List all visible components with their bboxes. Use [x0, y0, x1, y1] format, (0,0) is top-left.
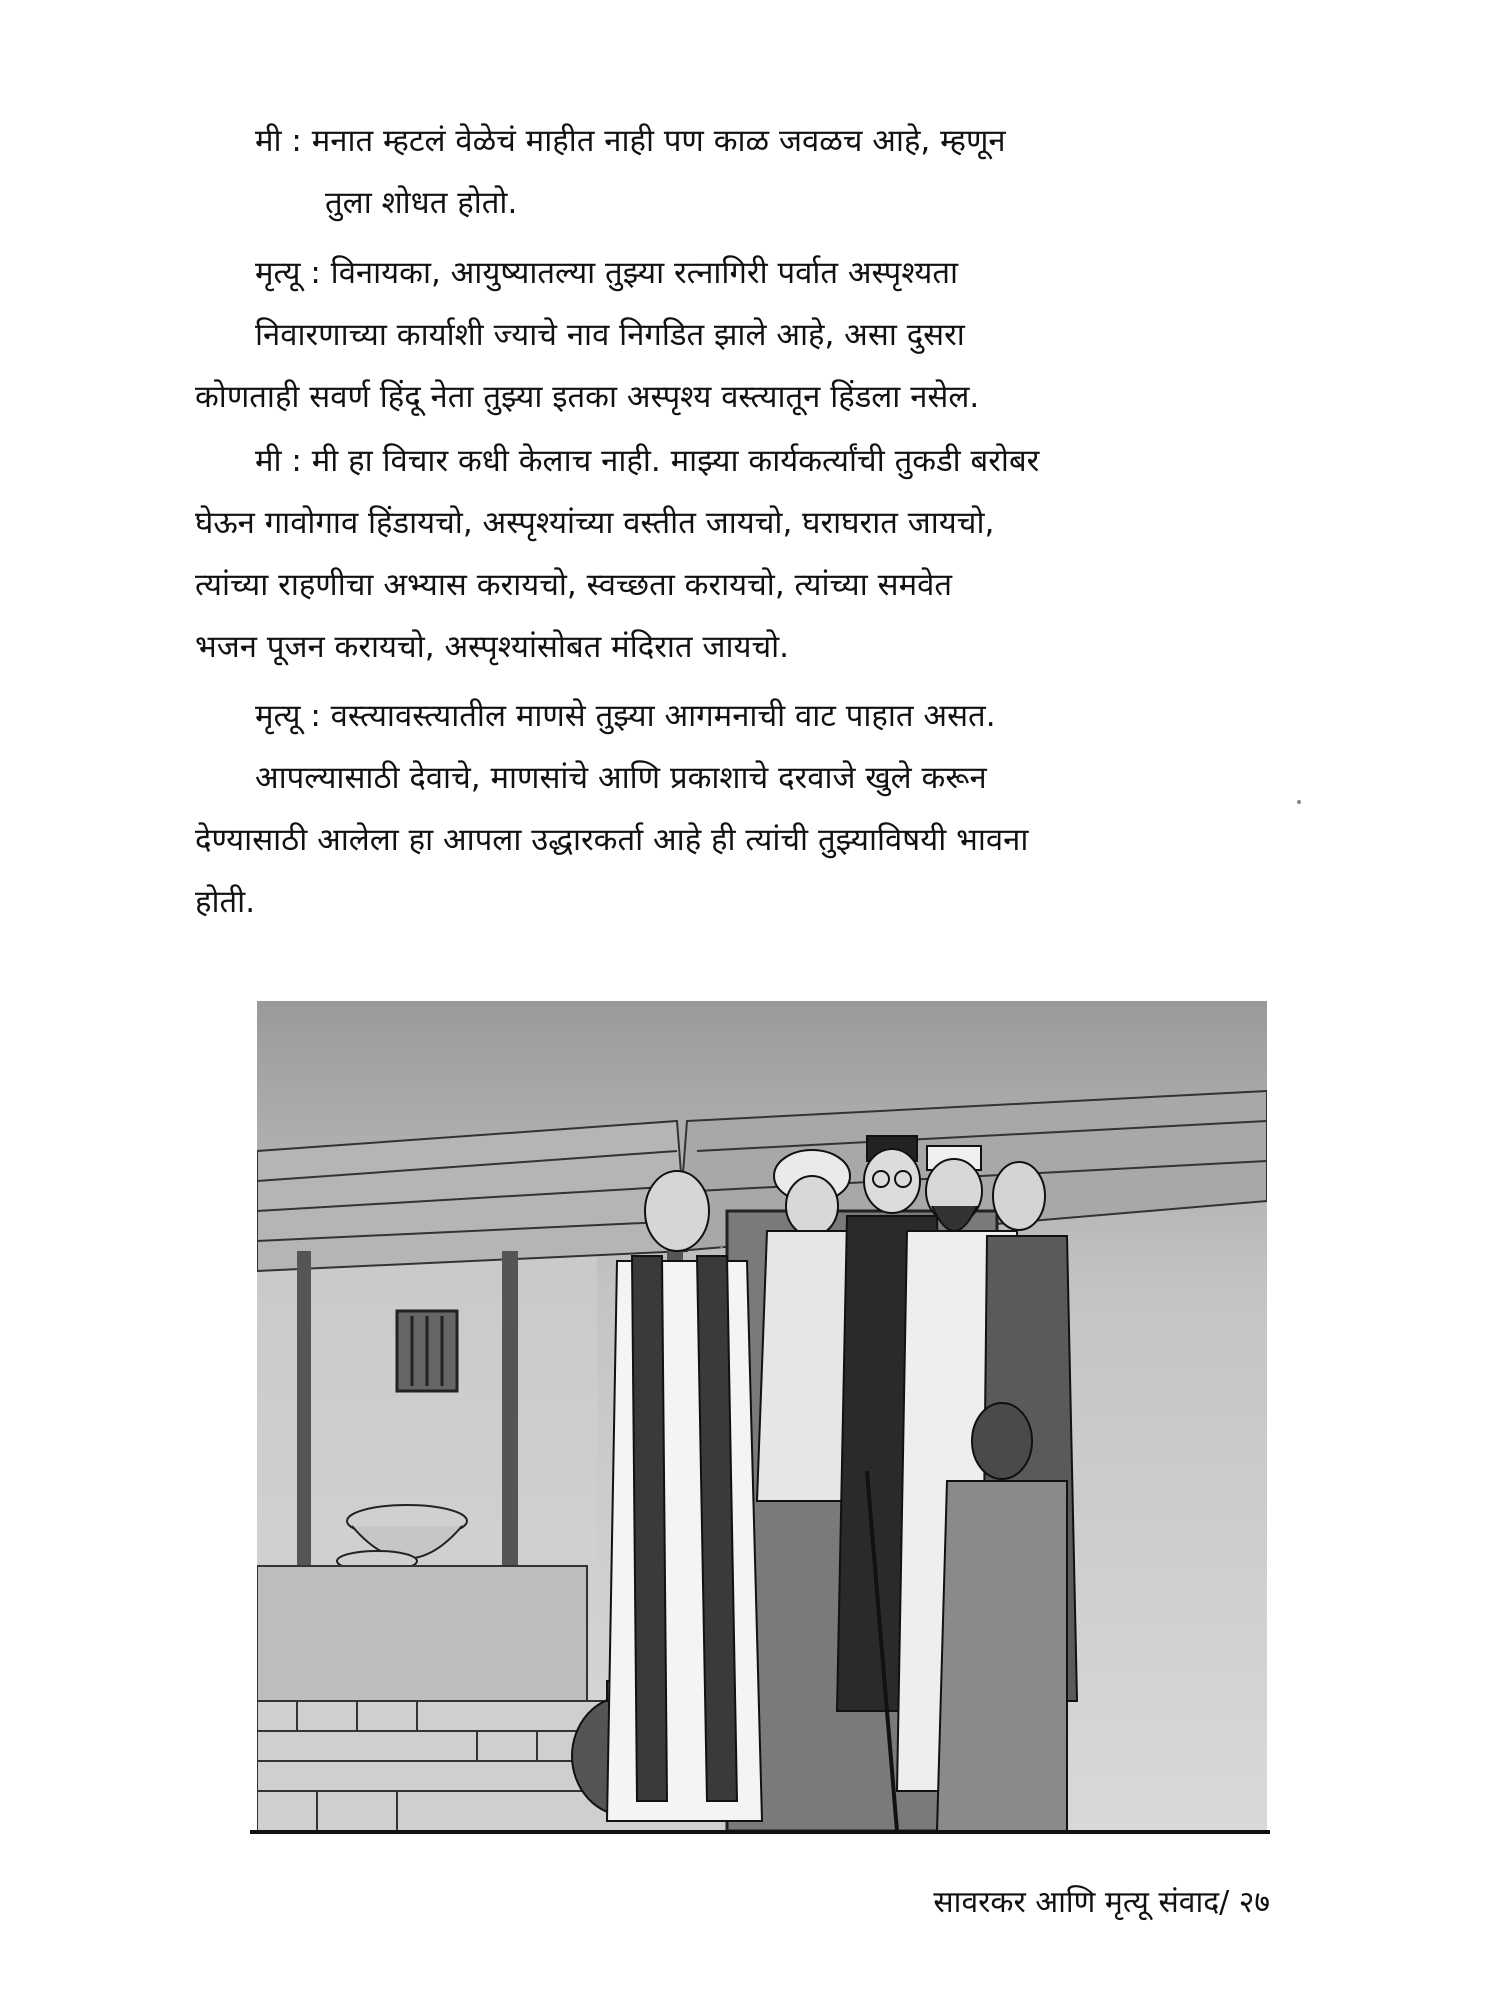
page-footer: सावरकर आणि मृत्यू संवाद/ २७ — [933, 1885, 1270, 1920]
text-line: तुला शोधत होतो. — [325, 185, 518, 221]
figure-man-with-shawl — [607, 1171, 762, 1821]
platform — [257, 1566, 587, 1706]
text-line: मृत्यू : वस्त्यावस्त्यातील माणसे तुझ्या आगमनाची वाट पाहात असत. — [255, 698, 996, 734]
text-line: देण्यासाठी आलेला हा आपला उद्धारकर्ता आहे ही त्यांची तुझ्याविषयी भावना — [195, 822, 1029, 858]
paragraph-2 — [195, 242, 1265, 428]
hut-window — [397, 1311, 457, 1391]
footer-rule — [250, 1830, 1270, 1834]
text-line: आपल्यासाठी देवाचे, माणसांचे आणि प्रकाशाचे दरवाजे खुले करून — [255, 760, 987, 796]
text-line: त्यांच्या राहणीचा अभ्यास करायचो, स्वच्छता करायचो, त्यांच्या समवेत — [195, 567, 953, 603]
scan-speck — [720, 1245, 723, 1248]
text-line: मृत्यू : विनायका, आयुष्यातल्या तुझ्या रत्नागिरी पर्वात अस्पृश्यता — [255, 255, 959, 291]
paragraph-3 — [195, 430, 1265, 678]
text-line: होती. — [195, 884, 256, 920]
paragraph-4 — [195, 685, 1265, 933]
text-line: मी : मनात म्हटलं वेळेचं माहीत नाही पण काळ जवळच आहे, म्हणून — [255, 123, 1006, 159]
text-line: घेऊन गावोगाव हिंडायचो, अस्पृश्यांच्या वस्तीत जायचो, घराघरात जायचो, — [195, 505, 995, 541]
text-line: कोणताही सवर्ण हिंदू नेता तुझ्या इतका अस्पृश्य वस्त्यातून हिंडला नसेल. — [195, 379, 980, 415]
text-line: मी : मी हा विचार कधी केलाच नाही. माझ्या कार्यकर्त्यांची तुकडी बरोबर — [255, 443, 1040, 479]
paragraph-1 — [255, 110, 1265, 234]
text-line: निवारणाच्या कार्याशी ज्याचे नाव निगडित झाले आहे, असा दुसरा — [255, 317, 965, 353]
scan-speck — [1297, 800, 1301, 804]
village-visit-illustration — [257, 1001, 1267, 1831]
text-line: भजन पूजन करायचो, अस्पृश्यांसोबत मंदिरात जायचो. — [195, 629, 790, 665]
